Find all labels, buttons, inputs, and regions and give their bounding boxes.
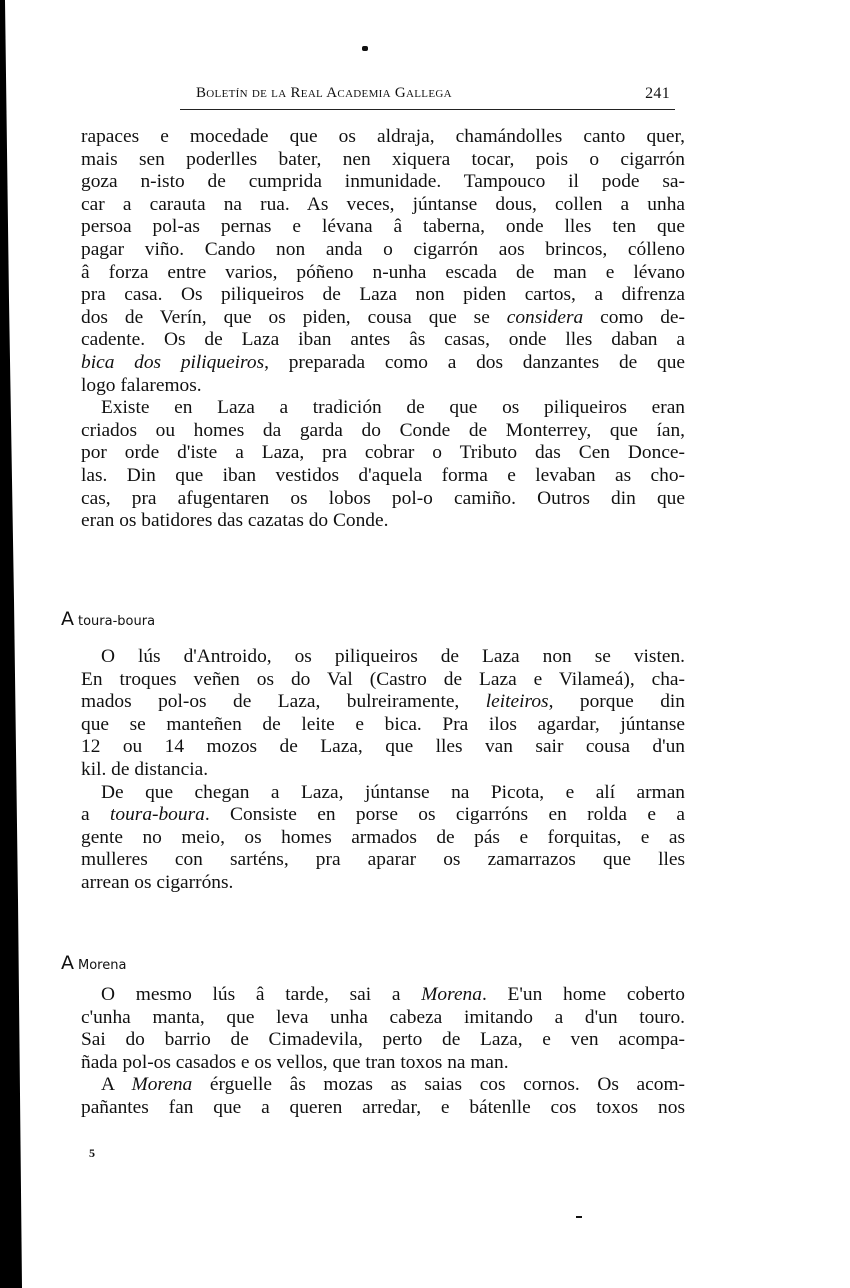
text-line: rapaces e mocedade que os aldraja, chamándolles canto quer, xyxy=(81,126,685,147)
text-line: las. Din que iban vestidos d'aquela forma e levaban as cho- xyxy=(81,464,685,486)
italic-term: toura-boura xyxy=(110,804,205,826)
page-number: 241 xyxy=(645,85,670,102)
text-line: kil. de distancia. xyxy=(81,758,209,780)
text-line: Sai do barrio de Cimadevila, perto de Laza, e ven acompa- xyxy=(81,1029,685,1051)
scan-speck xyxy=(576,1216,582,1218)
text-line: mados pol-os de Laza, bulreiramente, leiteiros, porque din xyxy=(81,691,685,713)
text-line: car a carauta na rua. As veces, júntanse dous, collen a unha xyxy=(81,193,685,215)
heading-capital: A xyxy=(61,608,74,630)
scan-border xyxy=(0,0,24,1288)
paragraph xyxy=(81,646,685,782)
text-line: mulleres con sarténs, pra aparar os zamarrazos que lles xyxy=(81,849,685,871)
italic-term: Morena xyxy=(421,984,482,1005)
journal-title: Boletín de la Real Academia Gallega xyxy=(196,85,452,101)
italic-term: considera xyxy=(506,306,584,328)
scan-speck xyxy=(362,46,368,51)
text-line: persoa pol-as pernas e lévana â taberna, onde lles ten que xyxy=(81,216,685,238)
text-line: cas, pra afugentaren os lobos pol-o camiño. Outros din que xyxy=(81,487,685,509)
text-line: O lús d'Antroido, os piliqueiros de Laza non se visten. xyxy=(101,646,685,667)
signature-mark: 5 xyxy=(89,1146,95,1160)
body-column xyxy=(81,126,685,533)
italic-term: leiteiros xyxy=(485,691,549,713)
section-heading-toura-boura xyxy=(61,608,155,630)
text-line: En troques veñen os do Val (Castro de Laza e Vilameá), cha- xyxy=(81,668,685,690)
text-line: ñada pol-os casados e os vellos, que tran toxos na man. xyxy=(81,1051,509,1073)
text-line: pañantes fan que a queren arredar, e bátenlle cos toxos nos xyxy=(81,1096,685,1118)
heading-capital: A xyxy=(61,952,74,974)
text-line: c'unha manta, que leva unha cabeza imitando a d'un touro. xyxy=(81,1006,685,1028)
text-line: O mesmo lús â tarde, sai a Morena. E'un home coberto xyxy=(101,984,685,1005)
body-column xyxy=(81,646,685,895)
text-line: gente no meio, os homes armados de pás e forquitas, e as xyxy=(81,826,685,848)
text-line: Existe en Laza a tradición de que os piliqueiros eran xyxy=(101,397,685,419)
text-line: que se manteñen de leite e bica. Pra ilos agardar, júntanse xyxy=(81,713,685,735)
running-head xyxy=(196,85,676,105)
text-line: cadente. Os de Laza iban antes âs casas, onde lles daban a xyxy=(81,329,685,351)
heading-text: Morena xyxy=(78,958,127,973)
text-line: dos de Verín, que os piden, cousa que se considera como de- xyxy=(81,306,685,328)
text-line: criados ou homes da garda do Conde de Monterrey, que ían, xyxy=(81,419,685,441)
text-line: mais sen poderlles bater, nen xiquera tocar, pois o cigarrón xyxy=(81,148,685,170)
text-line: pagar viño. Cando non anda o cigarrón aos brincos, cólleno xyxy=(81,238,685,260)
text-line: arrean os cigarróns. xyxy=(81,871,234,893)
paragraph xyxy=(81,984,685,1074)
heading-text: toura-boura xyxy=(78,614,156,629)
italic-term: bica dos piliqueiros xyxy=(81,351,265,373)
text-line: logo falaremos. xyxy=(81,374,202,396)
text-line: bica dos piliqueiros, preparada como a dos danzantes de que xyxy=(81,351,685,373)
paragraph xyxy=(81,126,685,397)
text-line: goza n-isto de cumprida inmunidade. Tampouco il pode sa- xyxy=(81,171,685,193)
section-heading-morena xyxy=(61,952,126,974)
text-line: a toura-boura. Consiste en porse os cigarróns en rolda e a xyxy=(81,804,685,826)
text-line: De que chegan a Laza, júntanse na Picota, e alí arman xyxy=(101,781,685,803)
header-rule xyxy=(180,109,675,110)
text-line: eran os batidores das cazatas do Conde. xyxy=(81,510,389,532)
text-line: A Morena érguelle âs mozas as saias cos cornos. Os acom- xyxy=(101,1074,685,1096)
paragraph xyxy=(81,1074,685,1119)
italic-term: Morena xyxy=(131,1074,193,1096)
paragraph xyxy=(81,782,685,895)
body-column xyxy=(81,984,685,1120)
text-line: 12 ou 14 mozos de Laza, que lles van sair cousa d'un xyxy=(81,736,685,758)
paragraph xyxy=(81,397,685,533)
text-line: pra casa. Os piliqueiros de Laza non piden cartos, a difrenza xyxy=(81,284,685,306)
text-line: â forza entre varios, póñeno n-unha escada de man e lévano xyxy=(81,261,685,283)
text-line: por orde d'iste a Laza, pra cobrar o Tributo das Cen Donce- xyxy=(81,442,685,464)
